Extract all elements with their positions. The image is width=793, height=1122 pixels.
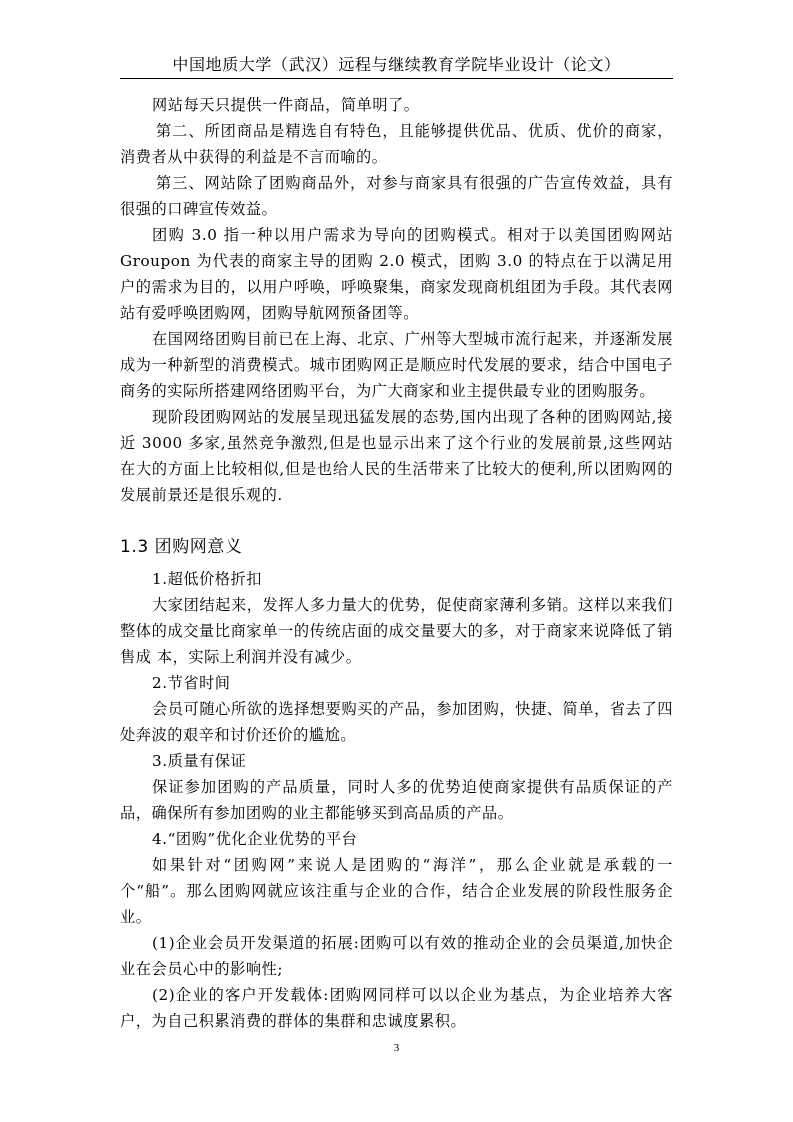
page-header: 中国地质大学（武汉）远程与继续教育学院毕业设计（论文）: [172, 55, 621, 74]
paragraph: (2)企业的客户开发载体:团购网同样可以以企业为基点，为企业培养大客户，为自己积累消费的群体的集群和忠诚度累积。: [120, 986, 673, 1030]
list-item-title: 4.“团购”优化企业优势的平台: [152, 830, 358, 848]
list-item-title: 2.节省时间: [152, 674, 231, 692]
paragraph: 会员可随心所欲的选择想要购买的产品，参加团购，快捷、简单，省去了四处奔波的艰辛和讨价还价的尴尬。: [120, 700, 673, 744]
paragraph: 团购 3.0 指一种以用户需求为导向的团购模式。相对于以美国团购网站 Groupon 为代表的商家主导的团购 2.0 模式，团购 3.0 的特点在于以满足用户的需求为目的，以用户呼唤，呼唤聚集，商家发现商机组团为手段。其代表网站有爱呼唤团购网，团购导航网预备团等。: [120, 226, 673, 322]
section-heading: 1.3 团购网意义: [120, 537, 243, 557]
paragraph: 保证参加团购的产品质量，同时人多的优势迫使商家提供有品质保证的产品，确保所有参加团购的业主都能够买到高品质的产品。: [120, 778, 673, 822]
paragraph: (1)企业会员开发渠道的拓展:团购可以有效的推动企业的会员渠道,加快企业在会员心中的影响性;: [120, 934, 673, 978]
paragraph: 第二、所团商品是精选自有特色，且能够提供优品、优质、优价的商家，消费者从中获得的利益是不言而喻的。: [120, 122, 673, 166]
page-number: 3: [393, 1042, 400, 1054]
list-item-title: 3.质量有保证: [152, 752, 247, 770]
paragraph: 现阶段团购网站的发展呈现迅猛发展的态势,国内出现了各种的团购网站,接近 3000 多家,虽然竞争激烈,但是也显示出来了这个行业的发展前景,这些网站在大的方面上比较相似,但是也给人民的生活带来了比较大的便利,所以团购网的发展前景还是很乐观的.: [120, 408, 673, 504]
paragraph: 在国网络团购目前已在上海、北京、广州等大型城市流行起来，并逐渐发展成为一种新型的消费模式。城市团购网正是顺应时代发展的要求，结合中国电子商务的实际所搭建网络团购平台，为广大商家和业主提供最专业的团购服务。: [120, 330, 673, 400]
header-divider: [120, 78, 673, 79]
list-item-title: 1.超低价格折扣: [152, 570, 263, 588]
paragraph: 第三、网站除了团购商品外，对参与商家具有很强的广告宣传效益，具有很强的口碑宣传效益。: [120, 174, 673, 218]
document-body: [120, 92, 673, 1034]
paragraph: 大家团结起来，发挥人多力量大的优势，促使商家薄利多销。这样以来我们整体的成交量比商家单一的传统店面的成交量要大的多，对于商家来说降低了销售成 本，实际上利润并没有减少。: [120, 596, 673, 666]
paragraph: 网站每天只提供一件商品，简单明了。: [152, 96, 420, 114]
paragraph: 如果针对“团购网”来说人是团购的“海洋”，那么企业就是承载的一个“船”。那么团购网就应该注重与企业的合作，结合企业发展的阶段性服务企业。: [120, 856, 673, 926]
